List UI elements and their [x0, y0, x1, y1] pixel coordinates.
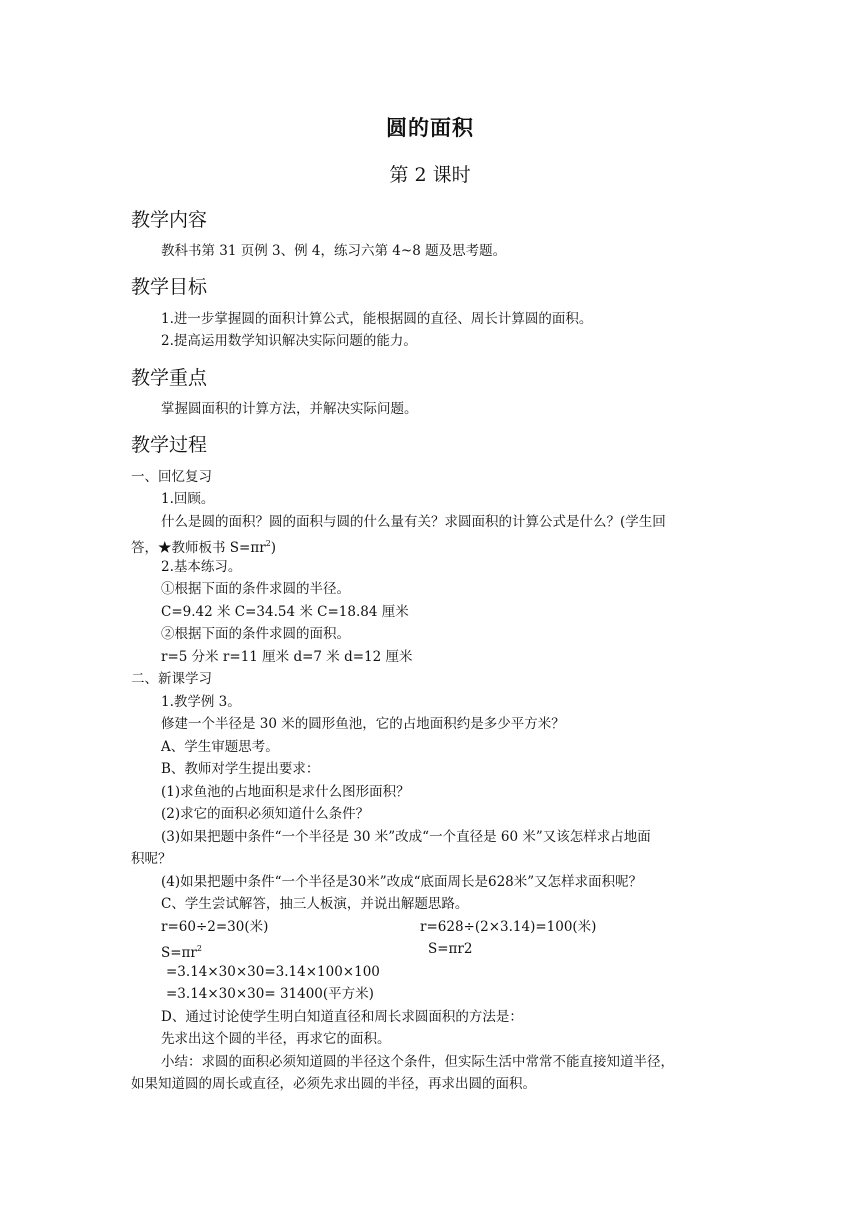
- review-question-line-2: 答，★教师板书 $S=\pi r^2$): [131, 539, 277, 556]
- exercise-2-values: r=5 分米 r=11 厘米 d=7 米 d=12 厘米: [161, 649, 413, 665]
- question-2: (2)求它的面积必须知道什么条件？: [161, 806, 370, 822]
- review-item-2: 2.基本练习。: [161, 559, 242, 575]
- teaching-content-text: 教科书第 31 页例 3、例 4，练习六第 4~8 题及思考题。: [161, 243, 507, 259]
- heading-teaching-content: 教学内容: [131, 209, 208, 231]
- superscript: 2: [196, 944, 202, 953]
- new-lesson-item-1: 1.教学例 3。: [161, 694, 241, 710]
- step-c: C、学生尝试解答，抽三人板演，并说出解题思路。: [161, 896, 469, 912]
- question-4: (4)如果把题中条件“一个半径是30米”改成“底面周长是628米”又怎样求面积呢？: [161, 874, 643, 890]
- goal-item-1: 1.进一步掌握圆的面积计算公式，能根据圆的直径、周长计算圆的面积。: [161, 311, 593, 327]
- exercise-1-prompt: ①根据下面的条件求圆的半径。: [161, 581, 350, 597]
- summary-line-1: 小结：求圆的面积必须知道圆的半径这个条件，但实际生活中常常不能直接知道半径，: [161, 1054, 674, 1070]
- heading-teaching-goals: 教学目标: [131, 276, 208, 298]
- goal-item-2: 2.提高运用数学知识解决实际问题的能力。: [161, 333, 417, 349]
- superscript: 2: [265, 539, 271, 548]
- question-3-line-2: 积呢？: [131, 851, 172, 867]
- document-subtitle: 第 2 课时: [389, 164, 471, 186]
- teaching-focus-text: 掌握圆面积的计算方法，并解决实际问题。: [161, 401, 418, 417]
- review-item-1: 1.回顾。: [161, 491, 215, 507]
- exercise-1-values: C=9.42 米 C=34.54 米 C=18.84 厘米: [161, 604, 409, 620]
- calc-radius-2: r=628÷(2×3.14)=100(米): [420, 919, 597, 935]
- review-question-line-1: 什么是圆的面积？圆的面积与圆的什么量有关？求圆面积的计算公式是什么？(学生回: [161, 514, 666, 530]
- exercise-2-prompt: ②根据下面的条件求圆的面积。: [161, 626, 350, 642]
- summary-line-2: 如果知道圆的周长或直径，必须先求出圆的半径，再求出圆的面积。: [131, 1076, 536, 1092]
- heading-teaching-focus: 教学重点: [131, 367, 208, 389]
- example-problem: 修建一个半径是 30 米的圆形鱼池，它的占地面积约是多少平方米？: [161, 716, 565, 732]
- step-a: A、学生审题思考。: [161, 739, 279, 755]
- step-b: B、教师对学生提出要求：: [161, 761, 320, 777]
- document-title: 圆的面积: [386, 116, 474, 140]
- calc-area-formula-1: $S=\pi r^2$: [161, 944, 202, 961]
- question-3-line-1: (3)如果把题中条件“一个半径是 30 米”改成“一个直径是 60 米”又该怎样求占地面: [161, 829, 651, 845]
- calc-area-formula-2: S=πr2: [428, 941, 473, 957]
- calc-radius-1: r=60÷2=30(米): [161, 919, 269, 935]
- calc-line-1: =3.14×30×30=3.14×100×100: [166, 964, 380, 980]
- section-review-heading: 一、回忆复习: [131, 469, 212, 485]
- method-text: 先求出这个圆的半径，再求它的面积。: [161, 1031, 391, 1047]
- section-new-lesson-heading: 二、新课学习: [131, 671, 212, 687]
- heading-teaching-process: 教学过程: [131, 434, 208, 456]
- calc-line-2: =3.14×30×30= 31400(平方米): [166, 986, 374, 1002]
- question-1: (1)求鱼池的占地面积是求什么图形面积？: [161, 784, 410, 800]
- step-d: D、通过讨论使学生明白知道直径和周长求圆面积的方法是：: [161, 1009, 523, 1025]
